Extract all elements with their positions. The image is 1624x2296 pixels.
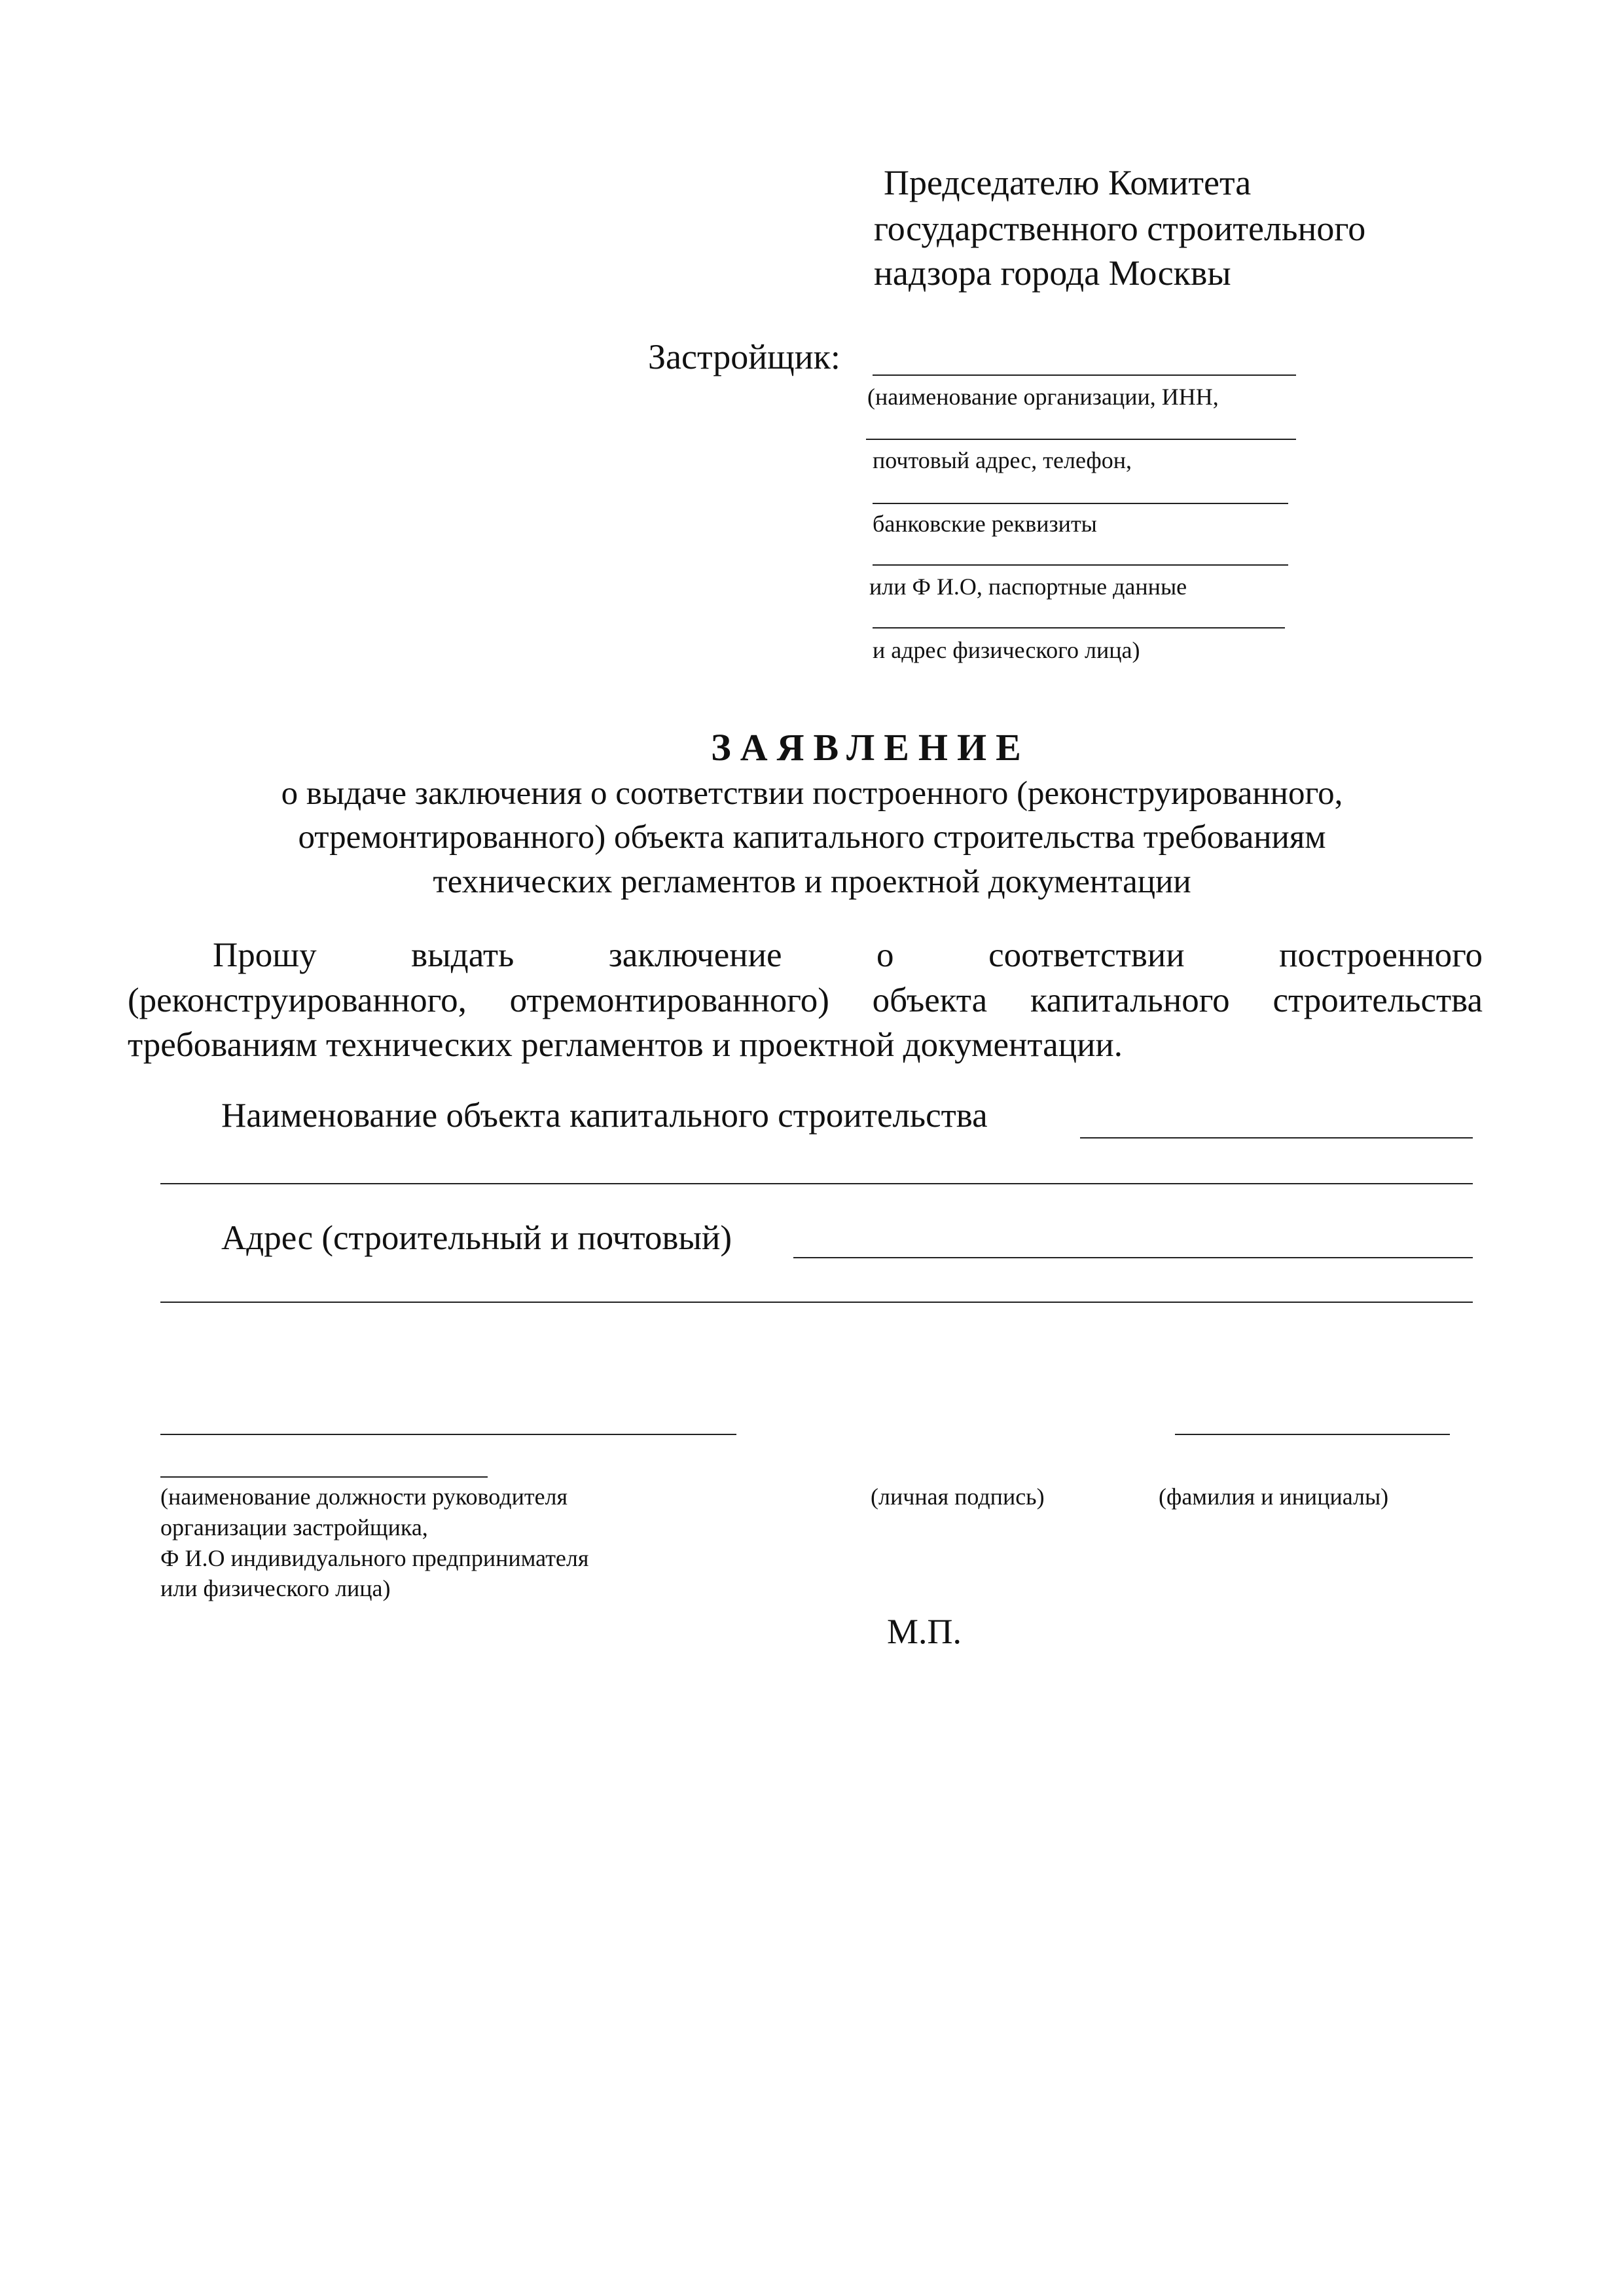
body-line-2: (реконструированного, отремонтированного) объекта капитального строительства [128, 981, 1483, 1019]
name-hint: (фамилия и инициалы) [1159, 1484, 1389, 1510]
developer-hint-4: или Ф И.О, паспортные данные [869, 574, 1187, 600]
address-label: Адрес (строительный и почтовый) [221, 1219, 732, 1257]
object-name-label: Наименование объекта капитального строительства [221, 1097, 988, 1135]
developer-line-5[interactable] [873, 627, 1285, 629]
document-subtitle-line-2: отремонтированного) объекта капитального строительства требованиям [298, 819, 1326, 856]
body-word: о [876, 936, 894, 974]
developer-hint-1: (наименование организации, ИНН, [867, 384, 1219, 410]
addressee-line-2: государственного строительного [874, 209, 1366, 248]
position-hint-line-4: или физического лица) [160, 1575, 391, 1601]
developer-hint-2: почтовый адрес, телефон, [873, 447, 1132, 473]
position-signature-line[interactable] [160, 1434, 736, 1435]
addressee-line-1: Председателю Комитета [884, 163, 1252, 202]
body-line-3: требованиям технических регламентов и проектной документации. [128, 1026, 1123, 1064]
address-line-1[interactable] [793, 1257, 1473, 1258]
developer-line-2[interactable] [866, 439, 1296, 440]
address-line-2[interactable] [160, 1302, 1473, 1303]
position-hint-line-2: организации застройщика, [160, 1514, 428, 1540]
body-word: построенного [1279, 936, 1483, 974]
document-subtitle-line-3: технических регламентов и проектной документации [433, 864, 1191, 900]
body-word: соответствии [988, 936, 1185, 974]
developer-hint-3: банковские реквизиты [873, 511, 1097, 537]
position-hint-line-1: (наименование должности руководителя [160, 1484, 568, 1510]
developer-hint-5: и адрес физического лица) [873, 637, 1140, 663]
addressee-line-3: надзора города Москвы [874, 253, 1231, 293]
position-short-line [160, 1476, 488, 1478]
position-hint-line-3: Ф И.О индивидуального предпринимателя [160, 1545, 589, 1571]
object-name-line-1[interactable] [1080, 1137, 1473, 1139]
document-title: ЗАЯВЛЕНИЕ [711, 726, 1030, 769]
body-word: выдать [411, 936, 514, 974]
signature-hint: (личная подпись) [871, 1484, 1045, 1510]
body-line-1 [213, 938, 1483, 973]
developer-line-4[interactable] [873, 564, 1288, 566]
stamp-label: М.П. [887, 1612, 962, 1651]
developer-line-1[interactable] [873, 374, 1296, 376]
name-signature-line[interactable] [1175, 1434, 1450, 1435]
developer-line-3[interactable] [873, 503, 1288, 504]
developer-label: Застройщик: [648, 337, 840, 376]
body-word: заключение [608, 936, 782, 974]
body-word: Прошу [213, 936, 317, 974]
object-name-line-2[interactable] [160, 1183, 1473, 1184]
document-subtitle-line-1: о выдаче заключения о соответствии построенного (реконструированного, [281, 775, 1343, 812]
